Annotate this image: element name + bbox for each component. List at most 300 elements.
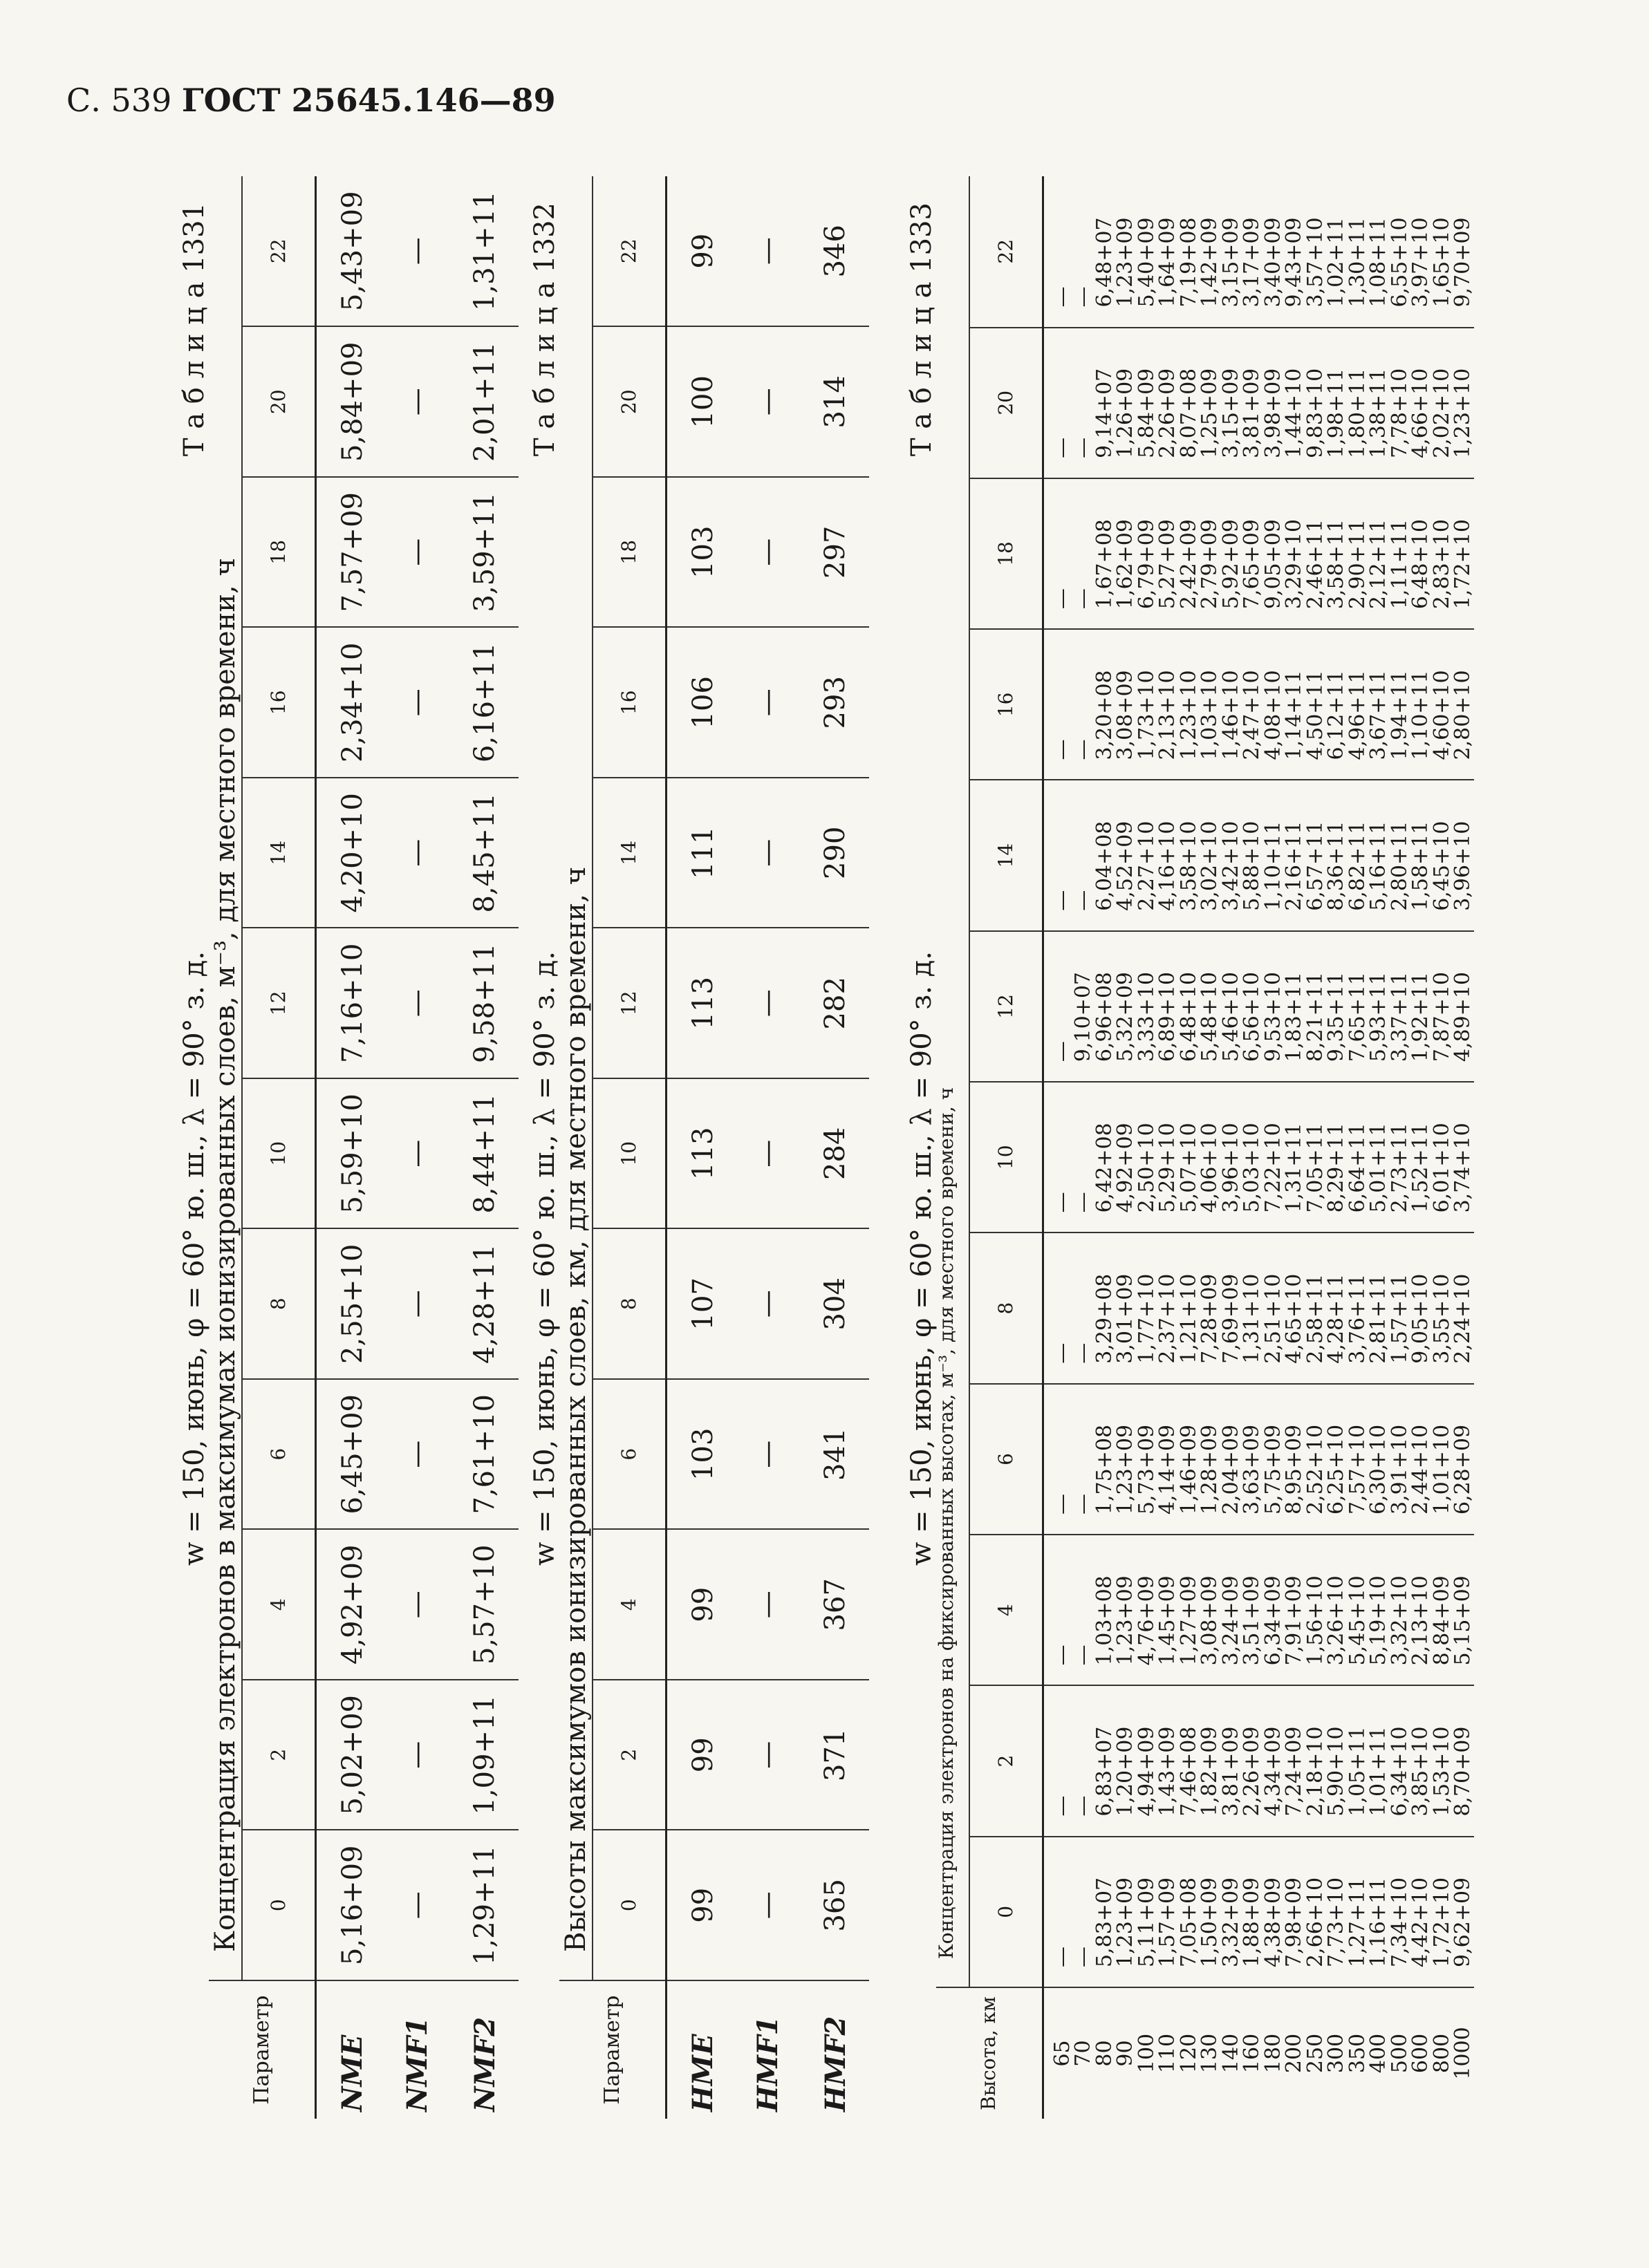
table-cell: 3,58+11: [1326, 478, 1348, 629]
table-cell: 5,92+09: [1221, 478, 1242, 629]
table-cell: 2,02+10: [1432, 328, 1453, 478]
table-cell: 9,10+07: [1073, 931, 1094, 1082]
table-cell: 2,44+10: [1410, 1384, 1432, 1535]
table-cell: 3,15+09: [1221, 176, 1242, 328]
table-cell: 346: [801, 176, 869, 327]
table-cell: —: [383, 1830, 451, 1981]
table-cell: 1,46+10: [1221, 629, 1242, 780]
table-label: Т а б л и ц а 1333: [906, 203, 938, 457]
table-cell: 4,20+10: [315, 778, 383, 928]
table-cell: 1,23+10: [1179, 629, 1200, 780]
table-cell: 3,91+10: [1390, 1384, 1411, 1535]
table-cell: 9,43+09: [1284, 176, 1305, 328]
table-cell: —: [1043, 629, 1073, 780]
table-cell: 2,66+10: [1305, 1837, 1327, 1987]
table-row: [666, 176, 734, 2119]
table-cell: 6,25+10: [1326, 1384, 1348, 1535]
table-cell: 2,26+09: [1157, 328, 1179, 478]
table-cell: 2,01+11: [451, 327, 519, 478]
table-cell: 1,05+11: [1348, 1685, 1369, 1836]
hour-header: 18: [593, 477, 666, 628]
table-cell: 6,56+10: [1242, 931, 1263, 1082]
table-cell: 1,44+10: [1284, 328, 1305, 478]
table-cell: 1,77+10: [1137, 1233, 1158, 1383]
table-cell: 297: [801, 477, 869, 628]
table-cell: 1,10+11: [1263, 780, 1285, 930]
table-1333: [936, 176, 1474, 2119]
table-cell: 1,31+11: [1284, 1082, 1305, 1233]
table-cell: 1,25+09: [1200, 328, 1221, 478]
table-row: [451, 176, 519, 2119]
height-value: 300: [1324, 2033, 1348, 2074]
table-row: [1043, 176, 1073, 2119]
table-cell: 1,29+11: [451, 1830, 519, 1981]
table-cell: —: [1073, 1837, 1094, 1987]
table-cell: —: [1073, 1535, 1094, 1685]
table-cell: 4,92+09: [315, 1530, 383, 1680]
table-cell: —: [1073, 478, 1094, 629]
height-value: 200: [1282, 2033, 1306, 2074]
table-cell: 5,11+09: [1137, 1837, 1158, 1987]
table-cell: 4,50+11: [1305, 629, 1327, 780]
table-cell: 5,57+10: [451, 1530, 519, 1680]
table-subtitle: Концентрация электронов в максимумах ионизированных слоев, м⁻³, для местного времени, ч: [209, 176, 242, 1980]
table-cell: 4,06+10: [1200, 1082, 1221, 1233]
hour-header: 0: [242, 1830, 315, 1981]
table-cell: 3,63+09: [1242, 1384, 1263, 1535]
table-cell: —: [1073, 328, 1094, 478]
hour-header: 18: [242, 477, 315, 628]
table-cell: 1,01+11: [1368, 1685, 1390, 1836]
height-value: 120: [1176, 2033, 1201, 2074]
table-title: w = 150, июнь, φ = 60° ю. ш., λ = 90° з. д.: [906, 951, 938, 1566]
table-cell: 3,15+09: [1221, 328, 1242, 478]
header-row: [936, 176, 969, 2119]
hour-header: 22: [969, 176, 1043, 328]
table-cell: 1,03+08: [1094, 1535, 1116, 1685]
table-cell: —: [734, 327, 801, 478]
table-cell: 6,83+07: [1094, 1685, 1116, 1836]
table-cell: 2,55+10: [315, 1229, 383, 1380]
table-cell: 7,91+09: [1284, 1535, 1305, 1685]
table-cell: 5,75+09: [1263, 1384, 1285, 1535]
table-cell: 8,07+08: [1179, 328, 1200, 478]
table-cell: 5,93+11: [1368, 931, 1390, 1082]
height-value: 500: [1387, 2033, 1412, 2074]
table-cell: 2,34+10: [315, 628, 383, 778]
hour-header: 20: [969, 328, 1043, 478]
table-cell: 9,05+09: [1263, 478, 1285, 629]
table-cell: 6,96+08: [1094, 931, 1116, 1082]
table-cell: 1,38+11: [1368, 328, 1390, 478]
table-cell: 4,96+11: [1348, 629, 1369, 780]
hour-header: 4: [593, 1530, 666, 1680]
hour-header: 20: [242, 327, 315, 478]
table-cell: 3,96+10: [1221, 1082, 1242, 1233]
hour-header: 4: [242, 1530, 315, 1680]
param-header: Параметр: [209, 1980, 315, 2119]
table-row: [1326, 176, 1348, 2119]
table-cell: 1,26+09: [1115, 328, 1137, 478]
table-cell: 1,31+10: [1242, 1233, 1263, 1383]
table-cell: 1,56+10: [1305, 1535, 1327, 1685]
table-cell: —: [383, 1229, 451, 1380]
table-cell: 3,01+09: [1115, 1233, 1137, 1383]
table-cell: 6,79+09: [1137, 478, 1158, 629]
table-cell: 113: [666, 928, 734, 1079]
hour-header: 16: [969, 629, 1043, 780]
hour-header: 16: [593, 628, 666, 778]
height-value: 400: [1366, 2033, 1390, 2074]
table-cell: 7,69+09: [1221, 1233, 1242, 1383]
table-cell: 293: [801, 628, 869, 778]
hour-header: 16: [242, 628, 315, 778]
table-cell: 3,08+09: [1115, 629, 1137, 780]
hour-header: 0: [969, 1837, 1043, 1987]
table-cell: 4,94+09: [1137, 1685, 1158, 1836]
table-cell: 5,83+07: [1094, 1837, 1116, 1987]
height-value: 65: [1050, 2040, 1074, 2067]
table-cell: 4,92+09: [1115, 1082, 1137, 1233]
table-cell: 4,28+11: [451, 1229, 519, 1380]
table-cell: —: [734, 1229, 801, 1380]
height-value: 350: [1345, 2033, 1370, 2074]
table-cell: 1,20+09: [1115, 1685, 1137, 1836]
table-label: Т а б л и ц а 1332: [529, 203, 561, 457]
param-name: NMF2: [468, 2016, 501, 2112]
table-title: w = 150, июнь, φ = 60° ю. ш., λ = 90° з. д.: [178, 951, 210, 1566]
table-cell: 1,21+10: [1179, 1233, 1200, 1383]
table-cell: 1,67+08: [1094, 478, 1116, 629]
table-cell: 103: [666, 1379, 734, 1530]
table-cell: 3,08+09: [1200, 1535, 1221, 1685]
hour-header: 18: [969, 478, 1043, 629]
height-value: 140: [1218, 2033, 1243, 2074]
height-value: 1000: [1451, 2027, 1475, 2080]
hour-header: 2: [969, 1685, 1043, 1836]
height-value: 250: [1303, 2033, 1327, 2074]
table-cell: 6,34+09: [1263, 1535, 1285, 1685]
table-cell: 1,62+09: [1115, 478, 1137, 629]
table-cell: 1,23+09: [1115, 176, 1137, 328]
hour-header: 10: [593, 1078, 666, 1229]
table-cell: 3,29+08: [1094, 1233, 1116, 1383]
param-name: HME: [687, 2034, 720, 2112]
height-value: 180: [1260, 2033, 1285, 2074]
param-header: Параметр: [559, 1980, 666, 2119]
table-cell: 7,73+10: [1326, 1837, 1348, 1987]
table-cell: 4,14+09: [1157, 1384, 1179, 1535]
table-cell: 1,01+10: [1432, 1384, 1453, 1535]
table-cell: 7,65+11: [1348, 931, 1369, 1082]
table-cell: 367: [801, 1530, 869, 1680]
table-cell: 7,46+08: [1179, 1685, 1200, 1836]
table-cell: 1,72+10: [1453, 478, 1474, 629]
table-cell: 1,92+11: [1410, 931, 1432, 1082]
table-cell: 4,38+09: [1263, 1837, 1285, 1987]
hours-row: [969, 176, 1043, 2119]
table-cell: —: [734, 628, 801, 778]
table-cell: 7,61+10: [451, 1379, 519, 1530]
table-cell: 1,23+09: [1115, 1535, 1137, 1685]
table-cell: 7,28+09: [1200, 1233, 1221, 1383]
table-cell: —: [1043, 780, 1073, 930]
table-cell: —: [1043, 1837, 1073, 1987]
hour-header: 22: [242, 176, 315, 327]
table-cell: —: [1073, 1685, 1094, 1836]
hour-header: 14: [593, 778, 666, 928]
table-row: [1200, 176, 1221, 2119]
table-cell: 1,53+10: [1432, 1685, 1453, 1836]
height-value: 70: [1071, 2040, 1095, 2067]
table-row: [1305, 176, 1327, 2119]
table-cell: 1,27+09: [1179, 1535, 1200, 1685]
table-cell: 2,24+10: [1453, 1233, 1474, 1383]
table-row: [1432, 176, 1453, 2119]
table-cell: 3,26+10: [1326, 1535, 1348, 1685]
header-row: [209, 176, 242, 2119]
table-cell: 99: [666, 176, 734, 327]
height-value: 110: [1155, 2033, 1180, 2074]
height-value: 90: [1113, 2040, 1137, 2067]
table-row: [1410, 176, 1432, 2119]
table-cell: 1,23+09: [1115, 1837, 1137, 1987]
table-cell: 341: [801, 1379, 869, 1530]
table-cell: 5,19+10: [1368, 1535, 1390, 1685]
table-cell: —: [383, 477, 451, 628]
table-cell: —: [1073, 1082, 1094, 1233]
table-cell: —: [383, 628, 451, 778]
table-cell: 371: [801, 1680, 869, 1830]
table-cell: 3,74+10: [1453, 1082, 1474, 1233]
table-cell: 1,03+10: [1200, 629, 1221, 780]
table-cell: 4,08+10: [1263, 629, 1285, 780]
table-cell: 3,37+11: [1390, 931, 1411, 1082]
table-cell: 4,28+11: [1326, 1233, 1348, 1383]
table-cell: 3,42+10: [1221, 780, 1242, 930]
table-cell: 2,80+11: [1390, 780, 1411, 930]
table-cell: 5,59+10: [315, 1078, 383, 1229]
table-cell: 3,02+10: [1200, 780, 1221, 930]
table-cell: 1,10+11: [1410, 629, 1432, 780]
table-cell: 1,42+09: [1200, 176, 1221, 328]
table-row: [1221, 176, 1242, 2119]
table-cell: 1,31+11: [451, 176, 519, 327]
table-cell: 7,05+08: [1179, 1837, 1200, 1987]
table-cell: 6,89+10: [1157, 931, 1179, 1082]
table-cell: —: [383, 1078, 451, 1229]
height-value: 100: [1134, 2033, 1159, 2074]
table-cell: 314: [801, 327, 869, 478]
table-cell: —: [734, 176, 801, 327]
table-cell: 8,95+09: [1284, 1384, 1305, 1535]
table-cell: —: [734, 477, 801, 628]
table-1332-panel: [529, 176, 875, 2119]
hour-header: 12: [242, 928, 315, 1079]
table-cell: 100: [666, 327, 734, 478]
table-cell: 3,17+09: [1242, 176, 1263, 328]
table-cell: 2,47+10: [1242, 629, 1263, 780]
hour-header: 14: [242, 778, 315, 928]
table-cell: 282: [801, 928, 869, 1079]
table-cell: 5,73+09: [1137, 1384, 1158, 1535]
hour-header: 2: [242, 1680, 315, 1830]
table-cell: 9,14+07: [1094, 328, 1116, 478]
table-cell: 3,81+09: [1242, 328, 1263, 478]
table-cell: 2,27+10: [1137, 780, 1158, 930]
height-header: Высота, км: [936, 1987, 1043, 2119]
table-cell: 1,09+11: [451, 1680, 519, 1830]
table-cell: 7,98+09: [1284, 1837, 1305, 1987]
table-cell: 5,43+09: [315, 176, 383, 327]
table-cell: —: [1043, 1685, 1073, 1836]
table-cell: 5,48+10: [1200, 931, 1221, 1082]
hour-header: 6: [969, 1384, 1043, 1535]
table-cell: 6,01+10: [1432, 1082, 1453, 1233]
table-cell: 1,82+09: [1200, 1685, 1221, 1836]
table-cell: 5,01+11: [1368, 1082, 1390, 1233]
table-cell: 2,58+11: [1305, 1233, 1327, 1383]
table-cell: 3,96+10: [1453, 780, 1474, 930]
table-cell: 9,70+09: [1453, 176, 1474, 328]
table-cell: 6,45+10: [1432, 780, 1453, 930]
table-cell: 8,70+09: [1453, 1685, 1474, 1836]
table-cell: 290: [801, 778, 869, 928]
table-cell: —: [734, 1530, 801, 1680]
table-cell: 6,30+10: [1368, 1384, 1390, 1535]
table-cell: 2,73+11: [1390, 1082, 1411, 1233]
table-cell: —: [1073, 780, 1094, 930]
table-cell: 8,29+11: [1326, 1082, 1348, 1233]
table-1333-panel: [906, 176, 1604, 2119]
table-cell: 99: [666, 1830, 734, 1981]
table-cell: 4,66+10: [1410, 328, 1432, 478]
hour-header: 6: [242, 1379, 315, 1530]
table-cell: 7,57+09: [315, 477, 383, 628]
table-cell: 7,78+10: [1390, 328, 1411, 478]
table-1332: [559, 176, 869, 2119]
table-cell: 5,02+09: [315, 1680, 383, 1830]
table-cell: 7,24+09: [1284, 1685, 1305, 1836]
table-cell: 2,50+10: [1137, 1082, 1158, 1233]
table-row: [1242, 176, 1263, 2119]
table-cell: —: [1073, 1233, 1094, 1383]
table-cell: —: [1043, 176, 1073, 328]
table-cell: 3,40+09: [1263, 176, 1285, 328]
table-cell: 6,42+08: [1094, 1082, 1116, 1233]
table-cell: 6,34+10: [1390, 1685, 1411, 1836]
table-cell: 1,23+10: [1453, 328, 1474, 478]
table-cell: 1,80+11: [1348, 328, 1369, 478]
table-cell: 4,89+10: [1453, 931, 1474, 1082]
table-cell: 3,51+09: [1242, 1535, 1263, 1685]
hours-row: [242, 176, 315, 2119]
table-cell: 3,98+09: [1263, 328, 1285, 478]
table-cell: 5,45+10: [1348, 1535, 1369, 1685]
table-cell: 5,84+09: [315, 327, 383, 478]
table-cell: 2,79+09: [1200, 478, 1221, 629]
table-cell: 6,45+09: [315, 1379, 383, 1530]
table-row: [1137, 176, 1158, 2119]
table-cell: 99: [666, 1530, 734, 1680]
table-cell: 6,28+09: [1453, 1384, 1474, 1535]
table-cell: —: [1043, 1535, 1073, 1685]
table-cell: 5,46+10: [1221, 931, 1242, 1082]
page-header: [66, 82, 556, 119]
table-cell: 2,37+10: [1157, 1233, 1179, 1383]
table-cell: 3,81+09: [1221, 1685, 1242, 1836]
table-cell: 9,83+10: [1305, 328, 1327, 478]
table-row: [1094, 176, 1116, 2119]
table-cell: 1,64+09: [1157, 176, 1179, 328]
table-cell: 1,83+11: [1284, 931, 1305, 1082]
table-cell: 111: [666, 778, 734, 928]
table-cell: 5,16+11: [1368, 780, 1390, 930]
table-cell: 1,02+11: [1326, 176, 1348, 328]
table-row: [383, 176, 451, 2119]
table-cell: 3,24+09: [1221, 1535, 1242, 1685]
table-cell: —: [383, 778, 451, 928]
table-cell: 2,51+10: [1263, 1233, 1285, 1383]
table-cell: 5,15+09: [1453, 1535, 1474, 1685]
table-cell: 7,16+10: [315, 928, 383, 1079]
table-cell: 107: [666, 1229, 734, 1380]
table-row: [1284, 176, 1305, 2119]
table-row: [1263, 176, 1285, 2119]
table-cell: 5,16+09: [315, 1830, 383, 1981]
param-name: HMF2: [819, 2016, 852, 2112]
table-cell: 1,23+09: [1115, 1384, 1137, 1535]
table-cell: 9,58+11: [451, 928, 519, 1079]
table-cell: 5,27+09: [1157, 478, 1179, 629]
table-cell: 103: [666, 477, 734, 628]
header-row: [559, 176, 593, 2119]
table-cell: —: [1043, 478, 1073, 629]
table-1331-panel: [178, 176, 524, 2119]
table-cell: 8,36+11: [1326, 780, 1348, 930]
table-cell: 3,32+10: [1390, 1535, 1411, 1685]
table-cell: 2,26+09: [1242, 1685, 1263, 1836]
table-cell: 4,60+10: [1432, 629, 1453, 780]
table-cell: 1,27+11: [1348, 1837, 1369, 1987]
table-cell: 1,43+09: [1157, 1685, 1179, 1836]
table-cell: —: [1073, 1384, 1094, 1535]
table-cell: —: [1043, 1233, 1073, 1383]
hour-header: 14: [969, 780, 1043, 930]
table-cell: 5,88+10: [1242, 780, 1263, 930]
table-1331: [209, 176, 519, 2119]
table-cell: 1,57+11: [1390, 1233, 1411, 1383]
table-cell: 2,52+10: [1305, 1384, 1327, 1535]
hour-header: 4: [969, 1535, 1043, 1685]
table-cell: 6,04+08: [1094, 780, 1116, 930]
table-cell: 1,50+09: [1200, 1837, 1221, 1987]
table-cell: 5,03+10: [1242, 1082, 1263, 1233]
table-subtitle: Высоты максимумов ионизированных слоев, км, для местного времени, ч: [559, 176, 593, 1980]
table-cell: 1,11+11: [1390, 478, 1411, 629]
table-cell: —: [383, 928, 451, 1079]
table-cell: 304: [801, 1229, 869, 1380]
table-cell: 6,12+11: [1326, 629, 1348, 780]
table-cell: —: [734, 1680, 801, 1830]
table-cell: 3,58+10: [1179, 780, 1200, 930]
table-cell: 2,83+10: [1432, 478, 1453, 629]
table-cell: 6,16+11: [451, 628, 519, 778]
table-cell: 2,90+11: [1348, 478, 1369, 629]
table-cell: 5,29+10: [1157, 1082, 1179, 1233]
table-cell: 9,62+09: [1453, 1837, 1474, 1987]
table-cell: 3,59+11: [451, 477, 519, 628]
